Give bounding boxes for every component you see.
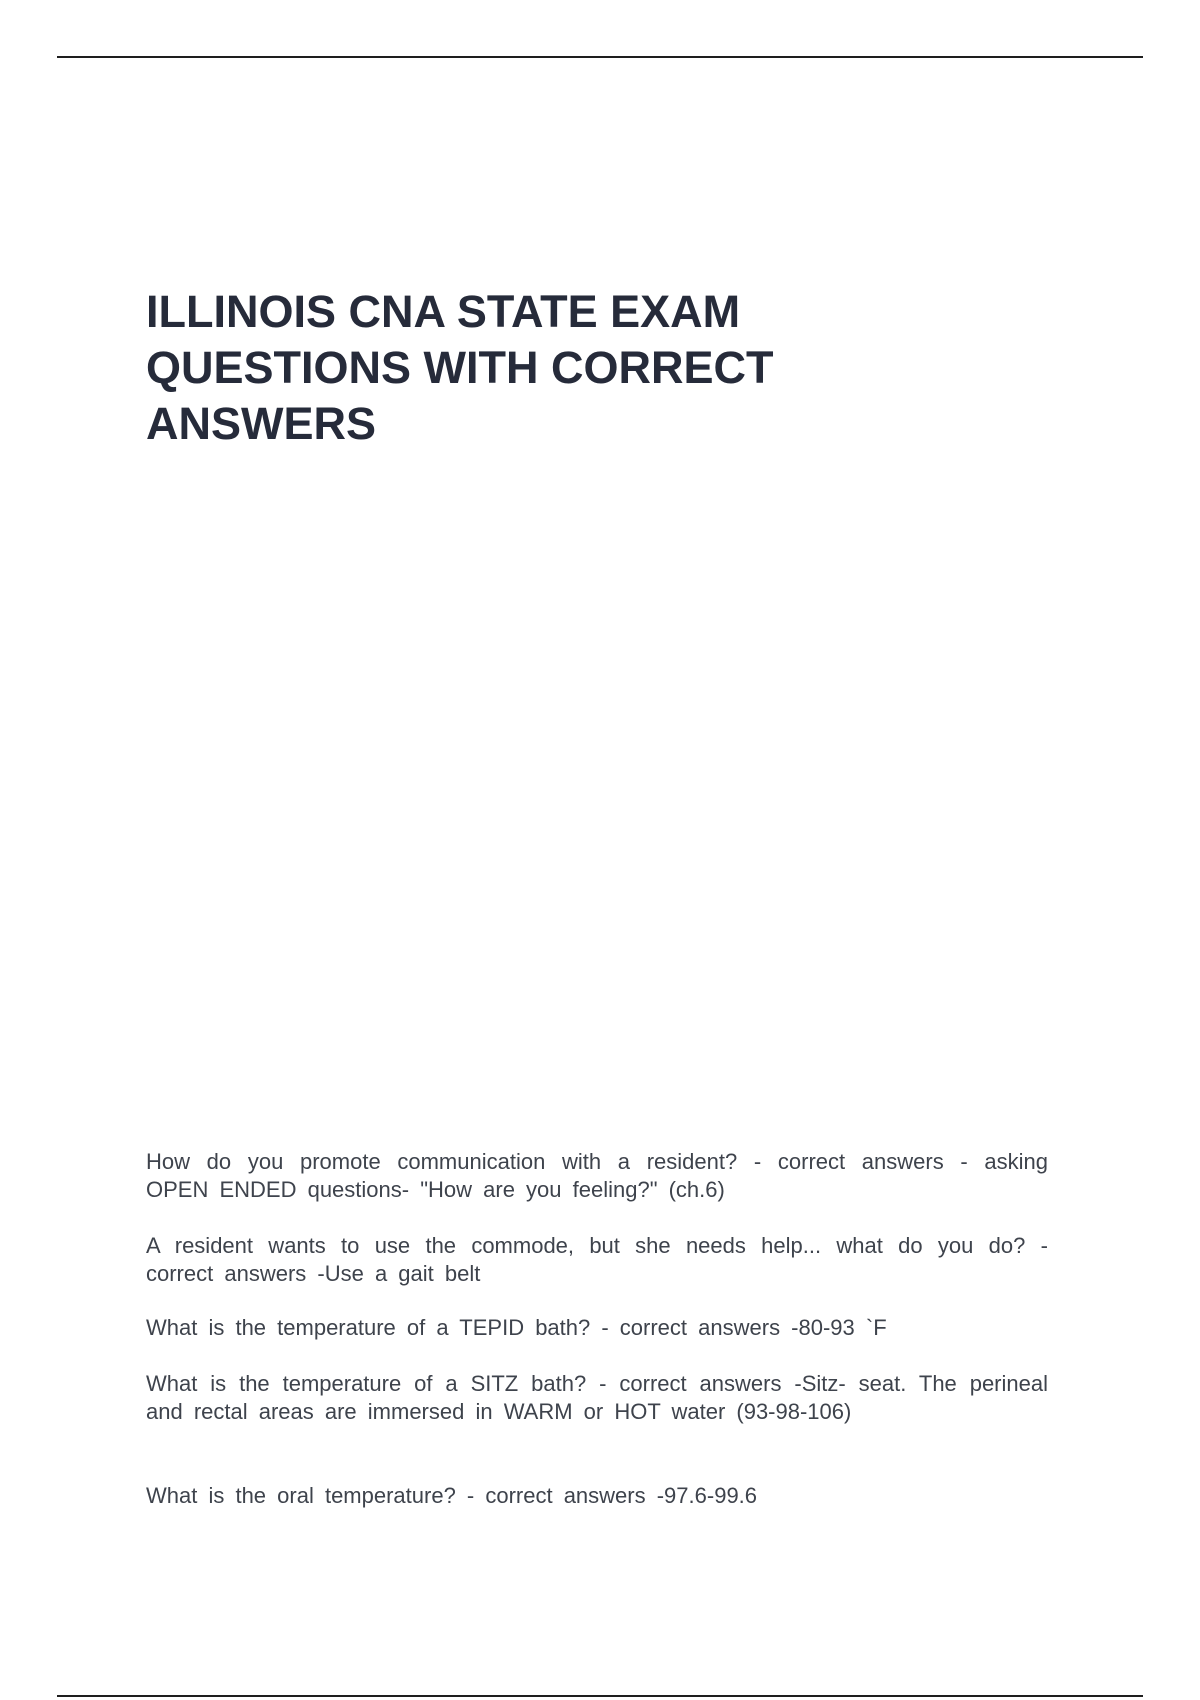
document-title: ILLINOIS CNA STATE EXAM QUESTIONS WITH CORRECT ANSWERS bbox=[146, 286, 774, 449]
qa-item: How do you promote communication with a resident? - correct answers - asking OPEN ENDED questions- "How are you feeling?" (ch.6) bbox=[146, 1149, 1048, 1202]
qa-item: What is the temperature of a TEPID bath? - correct answers -80-93 `F bbox=[146, 1315, 887, 1340]
qa-list bbox=[146, 1148, 1048, 1522]
qa-item: A resident wants to use the commode, but she needs help... what do you do? - correct answers -Use a gait belt bbox=[146, 1233, 1048, 1286]
qa-item: What is the oral temperature? - correct answers -97.6-99.6 bbox=[146, 1483, 758, 1508]
top-rule bbox=[57, 56, 1143, 58]
qa-item: What is the temperature of a SITZ bath? - correct answers -Sitz- seat. The perineal and rectal areas are immersed in WARM or HOT water (93-98-106) bbox=[146, 1371, 1048, 1424]
bottom-rule bbox=[57, 1695, 1143, 1697]
